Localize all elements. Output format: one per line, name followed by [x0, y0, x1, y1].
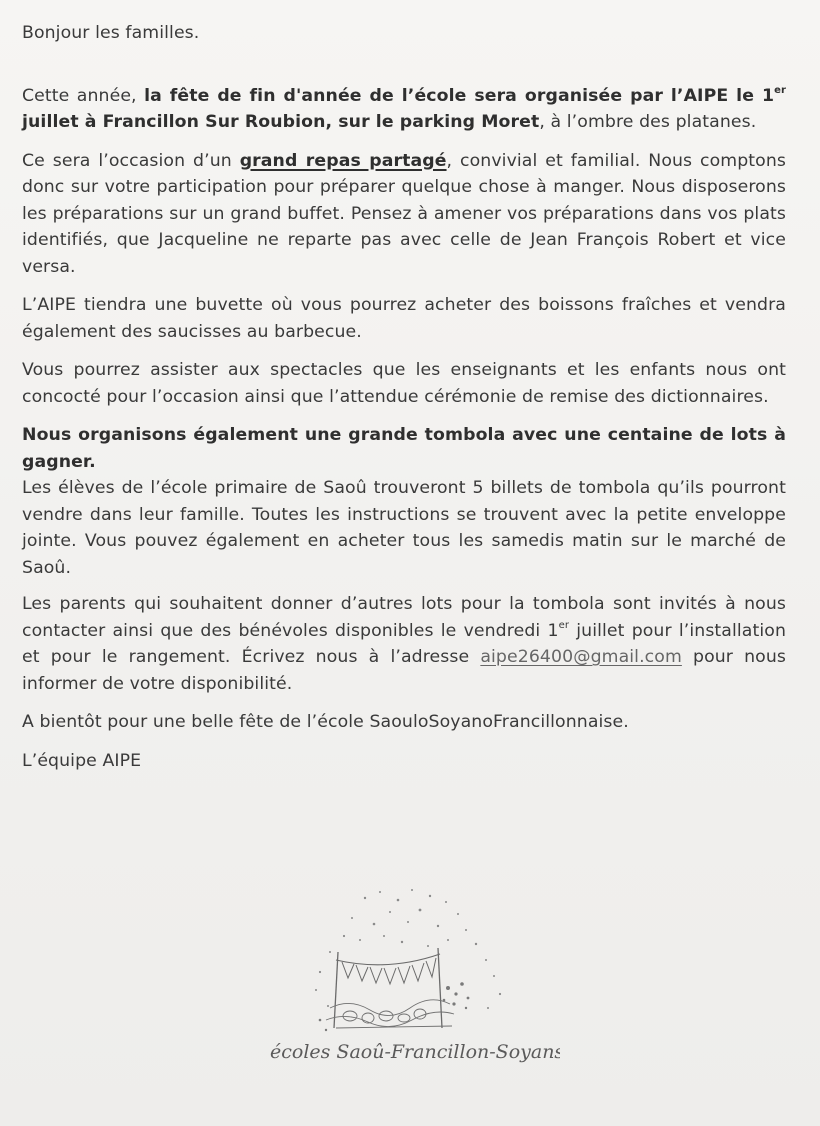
paragraph-refreshments: L’AIPE tiendra une buvette où vous pourrez acheter des boissons fraîches et vendra également des saucisses au barbecue.: [22, 295, 786, 342]
email-link[interactable]: aipe26400@gmail.com: [480, 647, 682, 667]
greeting: Bonjour les familles.: [22, 23, 200, 43]
paragraph-tombola: [22, 422, 786, 581]
bunting-tree-icon: [270, 880, 560, 1100]
p1-bold: la fête de fin d'année de l’école sera organisée par l’AIPE le 1er juillet à Francillon Sur Roubion, sur le parking Moret: [22, 84, 786, 132]
tombola-heading: Nous organisons également une grande tombola avec une centaine de lots à gagner.: [22, 425, 786, 472]
p1-intro: Cette année,: [22, 85, 145, 106]
paragraph-volunteers: Les parents qui souhaitent donner d’autres lots pour la tombola sont invités à nous contacter ainsi que des bénévoles disponibles le vendredi 1er juillet pour l’installation et pour le rangement. Écrivez nous à l’adresse aipe26400@gmail.com pour nous informer de votre disponibilité.: [22, 594, 786, 694]
school-logo: [270, 880, 560, 1100]
shared-meal-highlight: grand repas partagé: [239, 150, 447, 171]
p1-end: , à l’ombre des platanes.: [539, 112, 757, 132]
logo-caption: écoles Saoû-Francillon-Soyans: [270, 1041, 560, 1063]
paragraph-closing: A bientôt pour une belle fête de l’école SaouloSoyanoFrancillonnaise.: [22, 712, 629, 732]
paragraph-shows: Vous pourrez assister aux spectacles que les enseignants et les enfants nous ont concocté pour l’occasion ainsi que l’attendue cérémonie de remise des dictionnaires.: [22, 360, 786, 407]
tombola-text: Les élèves de l’école primaire de Saoû trouveront 5 billets de tombola qu’ils pourront vendre dans leur famille. Toutes les instructions se trouvent avec la petite enveloppe jointe. Vous pouvez également en acheter tous les samedis matin sur le marché de Saoû.: [22, 478, 786, 578]
letter-body: [22, 20, 786, 786]
signoff: L’équipe AIPE: [22, 750, 142, 771]
paragraph-event-announcement: [22, 83, 786, 136]
paragraph-shared-meal: Ce sera l’occasion d’un grand repas partagé, convivial et familial. Nous comptons donc sur votre participation pour préparer quelque chose à manger. Nous disposerons les préparations sur un grand buffet. Pensez à amener vos préparations dans vos plats identifiés, que Jacqueline ne reparte pas avec celle de Jean François Robert et vice versa.: [22, 150, 787, 277]
